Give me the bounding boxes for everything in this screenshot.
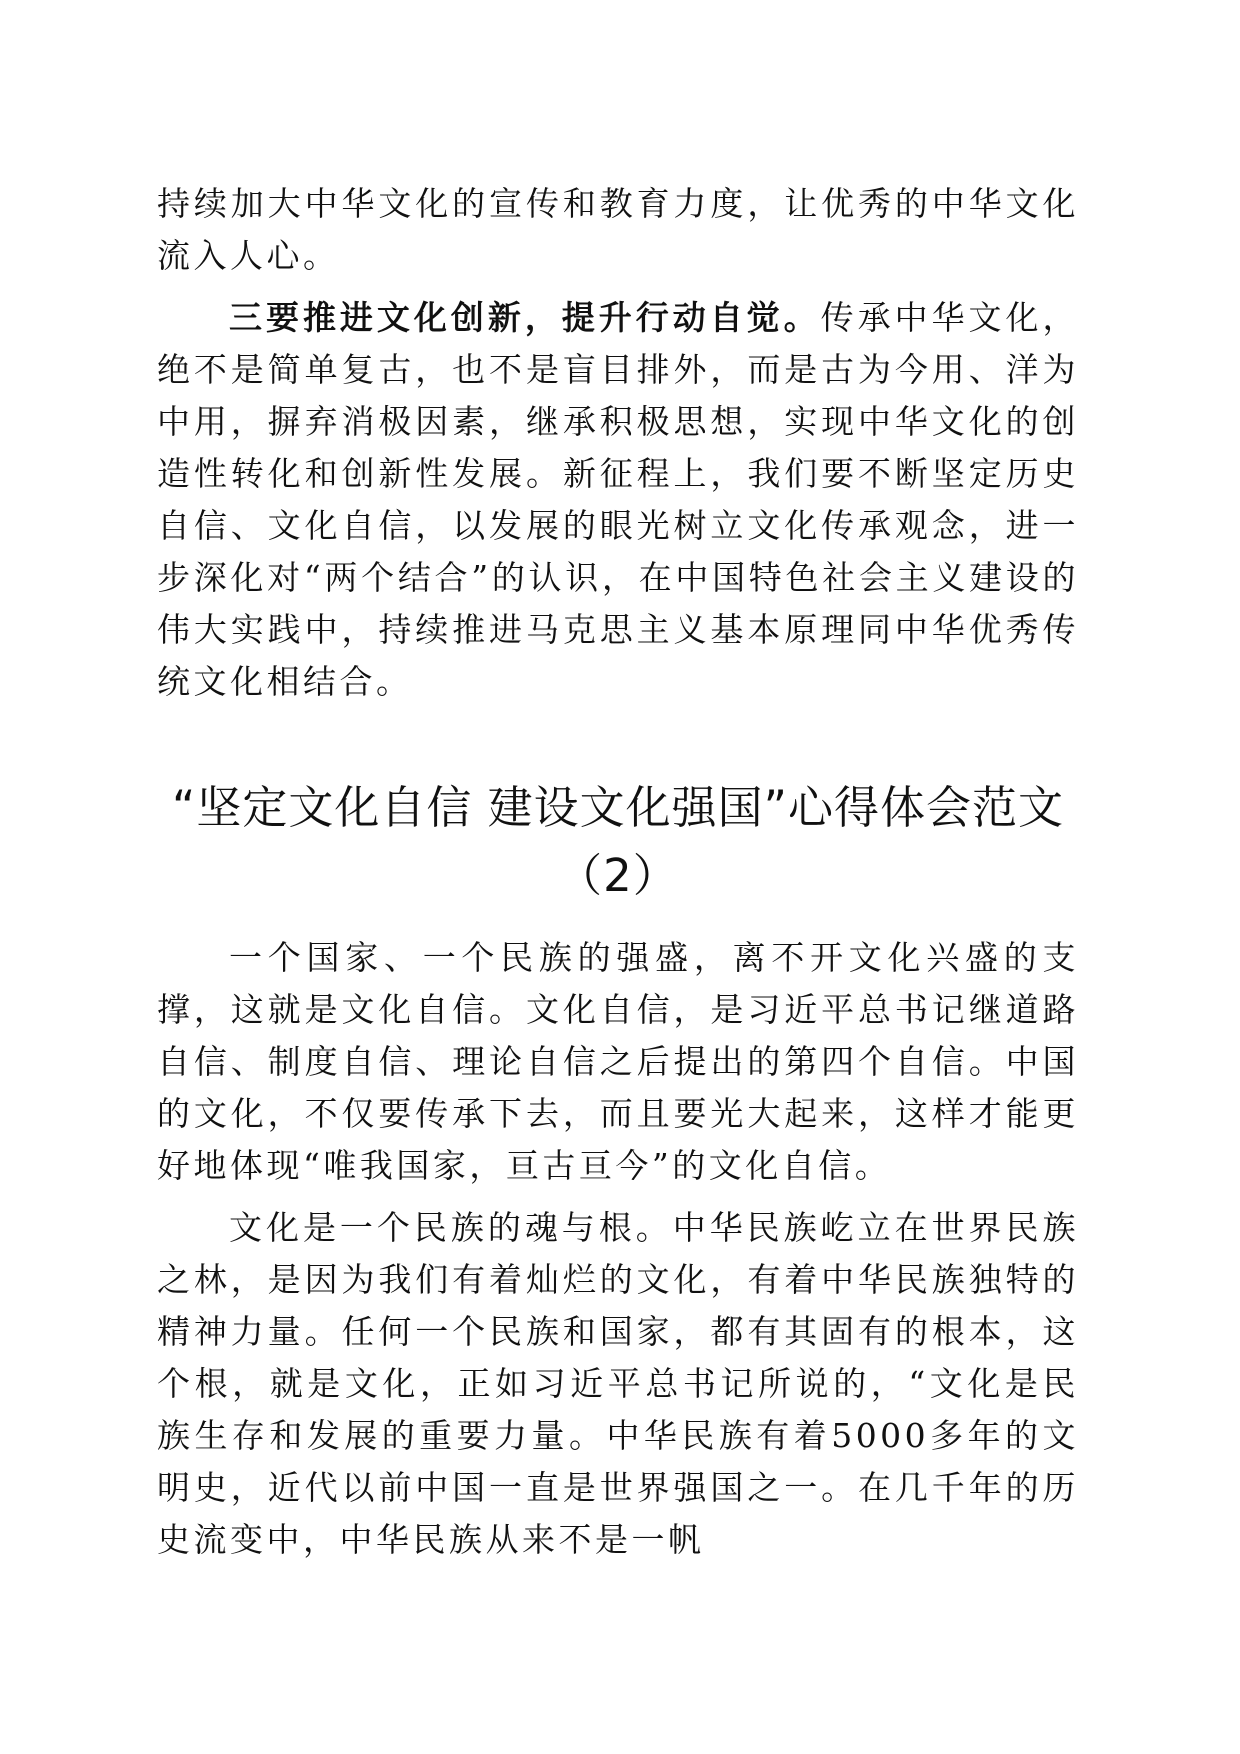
article-paragraph-1: 一个国家、一个民族的强盛，离不开文化兴盛的支撑，这就是文化自信。文化自信，是习近平总书记继道路自信、制度自信、理论自信之后提出的第四个自信。中国的文化，不仅要传承下去，而且要光大起来，这样才能更好地体现“唯我国家，亘古亘今”的文化自信。 <box>157 938 1079 1185</box>
paragraph-point-three <box>157 292 1079 708</box>
paragraph-continued: 持续加大中华文化的宣传和教育力度，让优秀的中华文化流入人心。 <box>157 184 1079 275</box>
article-paragraph-2: 文化是一个民族的魂与根。中华民族屹立在世界民族之林，是因为我们有着灿烂的文化，有着中华民族独特的精神力量。任何一个民族和国家，都有其固有的根本，这个根，就是文化，正如习近平总书记所说的，“文化是民族生存和发展的重要力量。中华民族有着5000多年的文明史，近代以前中国一直是世界强国之一。在几千年的历史流变中，中华民族从来不是一帆 <box>157 1208 1079 1559</box>
paragraph-body: 传承中华文化，绝不是简单复古，也不是盲目排外，而是古为今用、洋为中用，摒弃消极因素，继承积极思想，实现中华文化的创造性转化和创新性发展。新征程上，我们要不断坚定历史自信、文化自信，以发展的眼光树立文化传承观念，进一步深化对“两个结合”的认识，在中国特色社会主义建设的伟大实践中，持续推进马克思主义基本原理同中华优秀传统文化相结合。 <box>157 298 1080 701</box>
article-title: “坚定文化自信 建设文化强国”心得体会范文（2） <box>172 781 1064 902</box>
document-page <box>157 178 1079 1566</box>
paragraph-lead-heading: 三要推进文化创新，提升行动自觉。 <box>229 298 821 337</box>
